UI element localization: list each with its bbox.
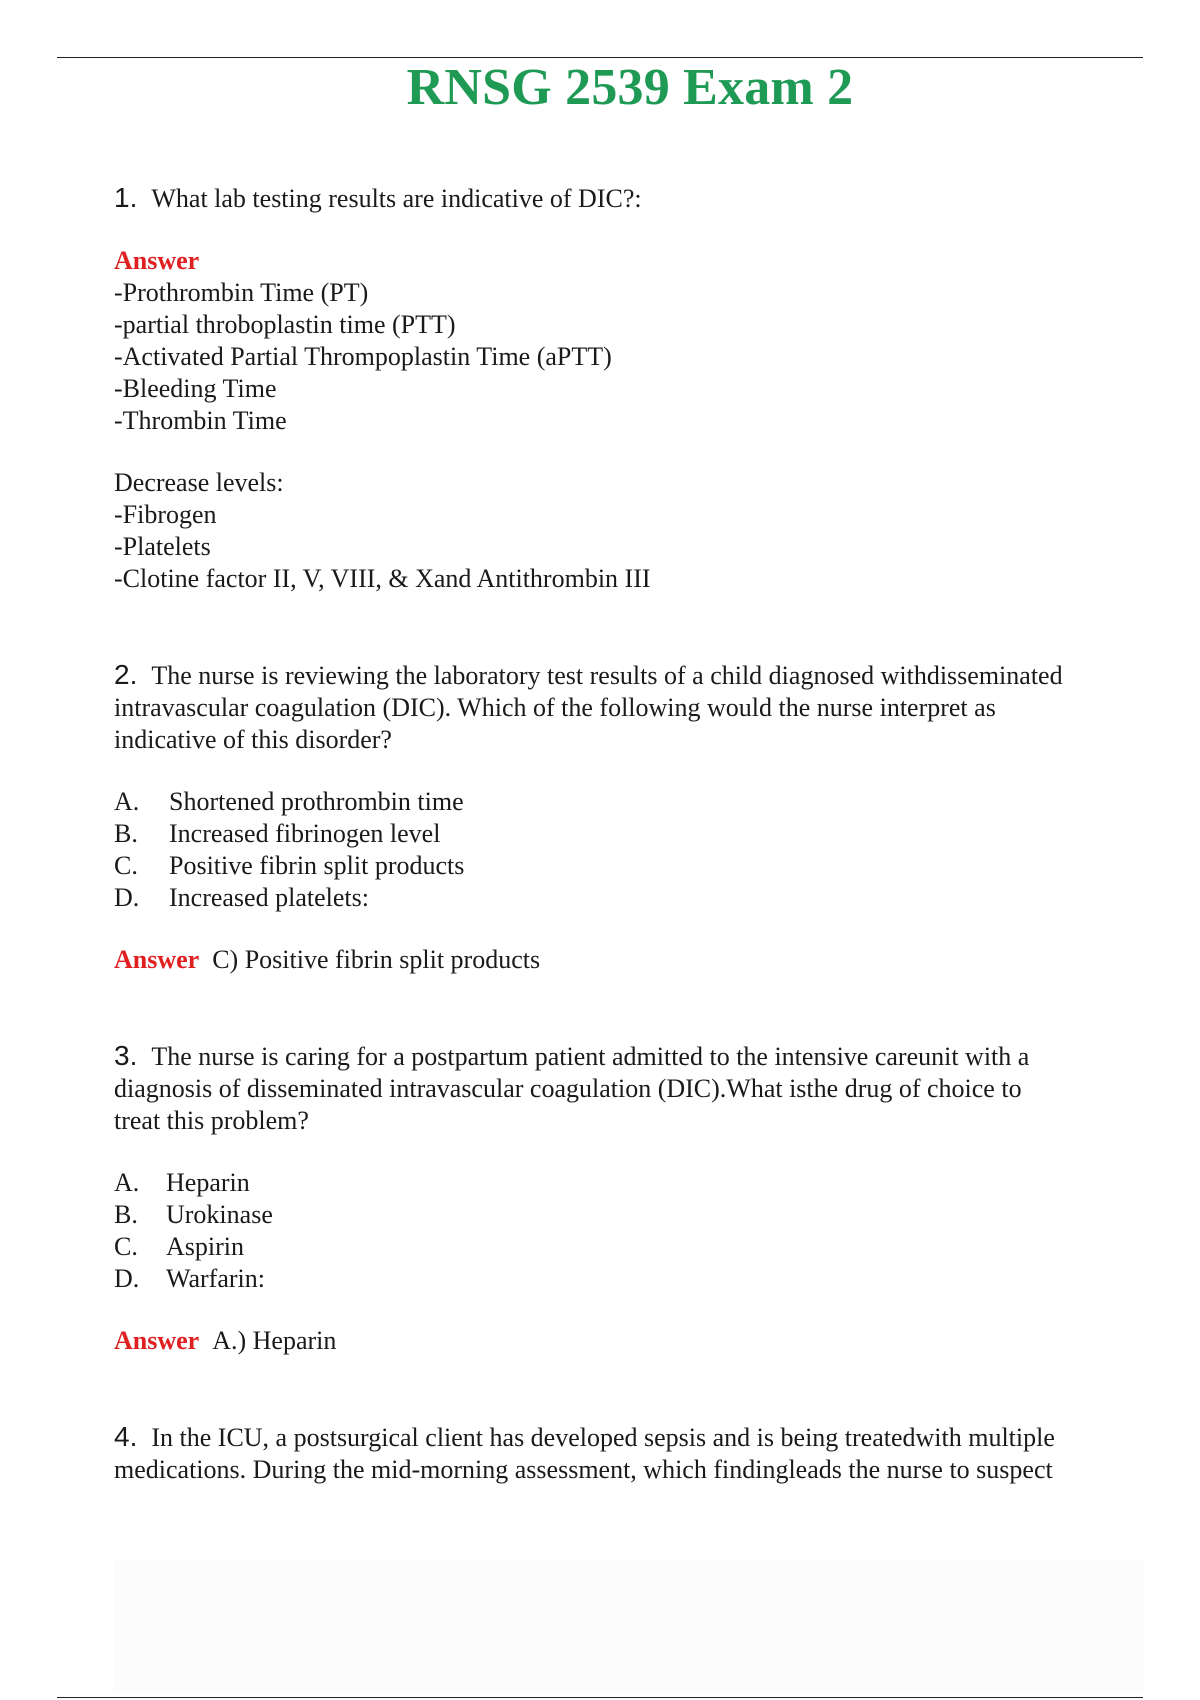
option-letter: C. xyxy=(114,1232,138,1261)
page-fade-area xyxy=(114,1560,1144,1692)
question-text: What lab testing results are indicative of DIC?: xyxy=(151,184,642,213)
question-3-prompt xyxy=(114,1040,1144,1137)
question-text: medications. During the mid-morning assessment, which findingleads the nurse to suspect xyxy=(114,1455,1053,1484)
answer-row xyxy=(114,1325,1144,1357)
option-a[interactable] xyxy=(114,1167,1144,1199)
decrease-heading: Decrease levels: xyxy=(114,468,284,497)
answer-label: Answer xyxy=(114,945,200,974)
question-2-prompt xyxy=(114,659,1144,756)
answer-text: A.) Heparin xyxy=(212,1326,337,1355)
option-text: Aspirin xyxy=(166,1232,244,1261)
options-list xyxy=(114,1167,1144,1295)
option-a[interactable] xyxy=(114,786,1144,818)
option-letter: C. xyxy=(114,851,138,880)
question-4 xyxy=(114,1421,1144,1486)
exam-content xyxy=(114,182,1144,1486)
question-1-prompt xyxy=(114,182,1144,215)
option-letter: A. xyxy=(114,1168,140,1197)
decrease-line: -Platelets xyxy=(114,532,211,561)
answer-label: Answer xyxy=(114,1326,200,1355)
option-c[interactable] xyxy=(114,850,1144,882)
option-d[interactable] xyxy=(114,882,1144,914)
answer-line: -Prothrombin Time (PT) xyxy=(114,278,369,307)
question-text: diagnosis of disseminated intravascular coagulation (DIC).What isthe drug of choice to xyxy=(114,1074,1022,1103)
option-letter: A. xyxy=(114,787,140,816)
answer-label: Answer xyxy=(114,246,200,275)
footer-rule xyxy=(57,1697,1143,1698)
question-number: 1. xyxy=(114,182,138,213)
decrease-line: -Fibrogen xyxy=(114,500,217,529)
answer-line: -Activated Partial Thrompoplastin Time (aPTT) xyxy=(114,342,612,371)
options-list xyxy=(114,786,1144,914)
option-text: Warfarin: xyxy=(166,1264,265,1293)
answer-line: -Bleeding Time xyxy=(114,374,277,403)
option-text: Positive fibrin split products xyxy=(169,851,465,880)
question-text: The nurse is reviewing the laboratory test results of a child diagnosed withdisseminated xyxy=(151,661,1063,690)
decrease-line: -Clotine factor II, V, VIII, & Xand Antithrombin III xyxy=(114,564,651,593)
answer-row xyxy=(114,944,1144,976)
question-text: In the ICU, a postsurgical client has developed sepsis and is being treatedwith multiple xyxy=(151,1423,1055,1452)
question-3 xyxy=(114,1040,1144,1357)
option-letter: B. xyxy=(114,819,138,848)
option-b[interactable] xyxy=(114,818,1144,850)
option-b[interactable] xyxy=(114,1199,1144,1231)
question-number: 4. xyxy=(114,1421,138,1452)
question-1 xyxy=(114,182,1144,595)
option-c[interactable] xyxy=(114,1231,1144,1263)
option-letter: D. xyxy=(114,883,140,912)
question-2 xyxy=(114,659,1144,976)
option-text: Urokinase xyxy=(166,1200,273,1229)
option-letter: D. xyxy=(114,1264,140,1293)
option-text: Increased platelets: xyxy=(169,883,369,912)
option-text: Heparin xyxy=(166,1168,250,1197)
question-4-prompt xyxy=(114,1421,1144,1486)
option-d[interactable] xyxy=(114,1263,1144,1295)
page-title: RNSG 2539 Exam 2 xyxy=(406,59,854,116)
answer-text: C) Positive fibrin split products xyxy=(212,945,541,974)
question-number: 3. xyxy=(114,1040,138,1071)
answer-line: -partial throboplastin time (PTT) xyxy=(114,310,456,339)
question-text: The nurse is caring for a postpartum patient admitted to the intensive careunit with a xyxy=(151,1042,1030,1071)
option-letter: B. xyxy=(114,1200,138,1229)
question-text: indicative of this disorder? xyxy=(114,725,392,754)
option-text: Shortened prothrombin time xyxy=(169,787,464,816)
answer-line: -Thrombin Time xyxy=(114,406,287,435)
option-text: Increased fibrinogen level xyxy=(169,819,441,848)
question-number: 2. xyxy=(114,659,138,690)
question-text: intravascular coagulation (DIC). Which of the following would the nurse interpret as xyxy=(114,693,996,722)
question-text: treat this problem? xyxy=(114,1106,309,1135)
